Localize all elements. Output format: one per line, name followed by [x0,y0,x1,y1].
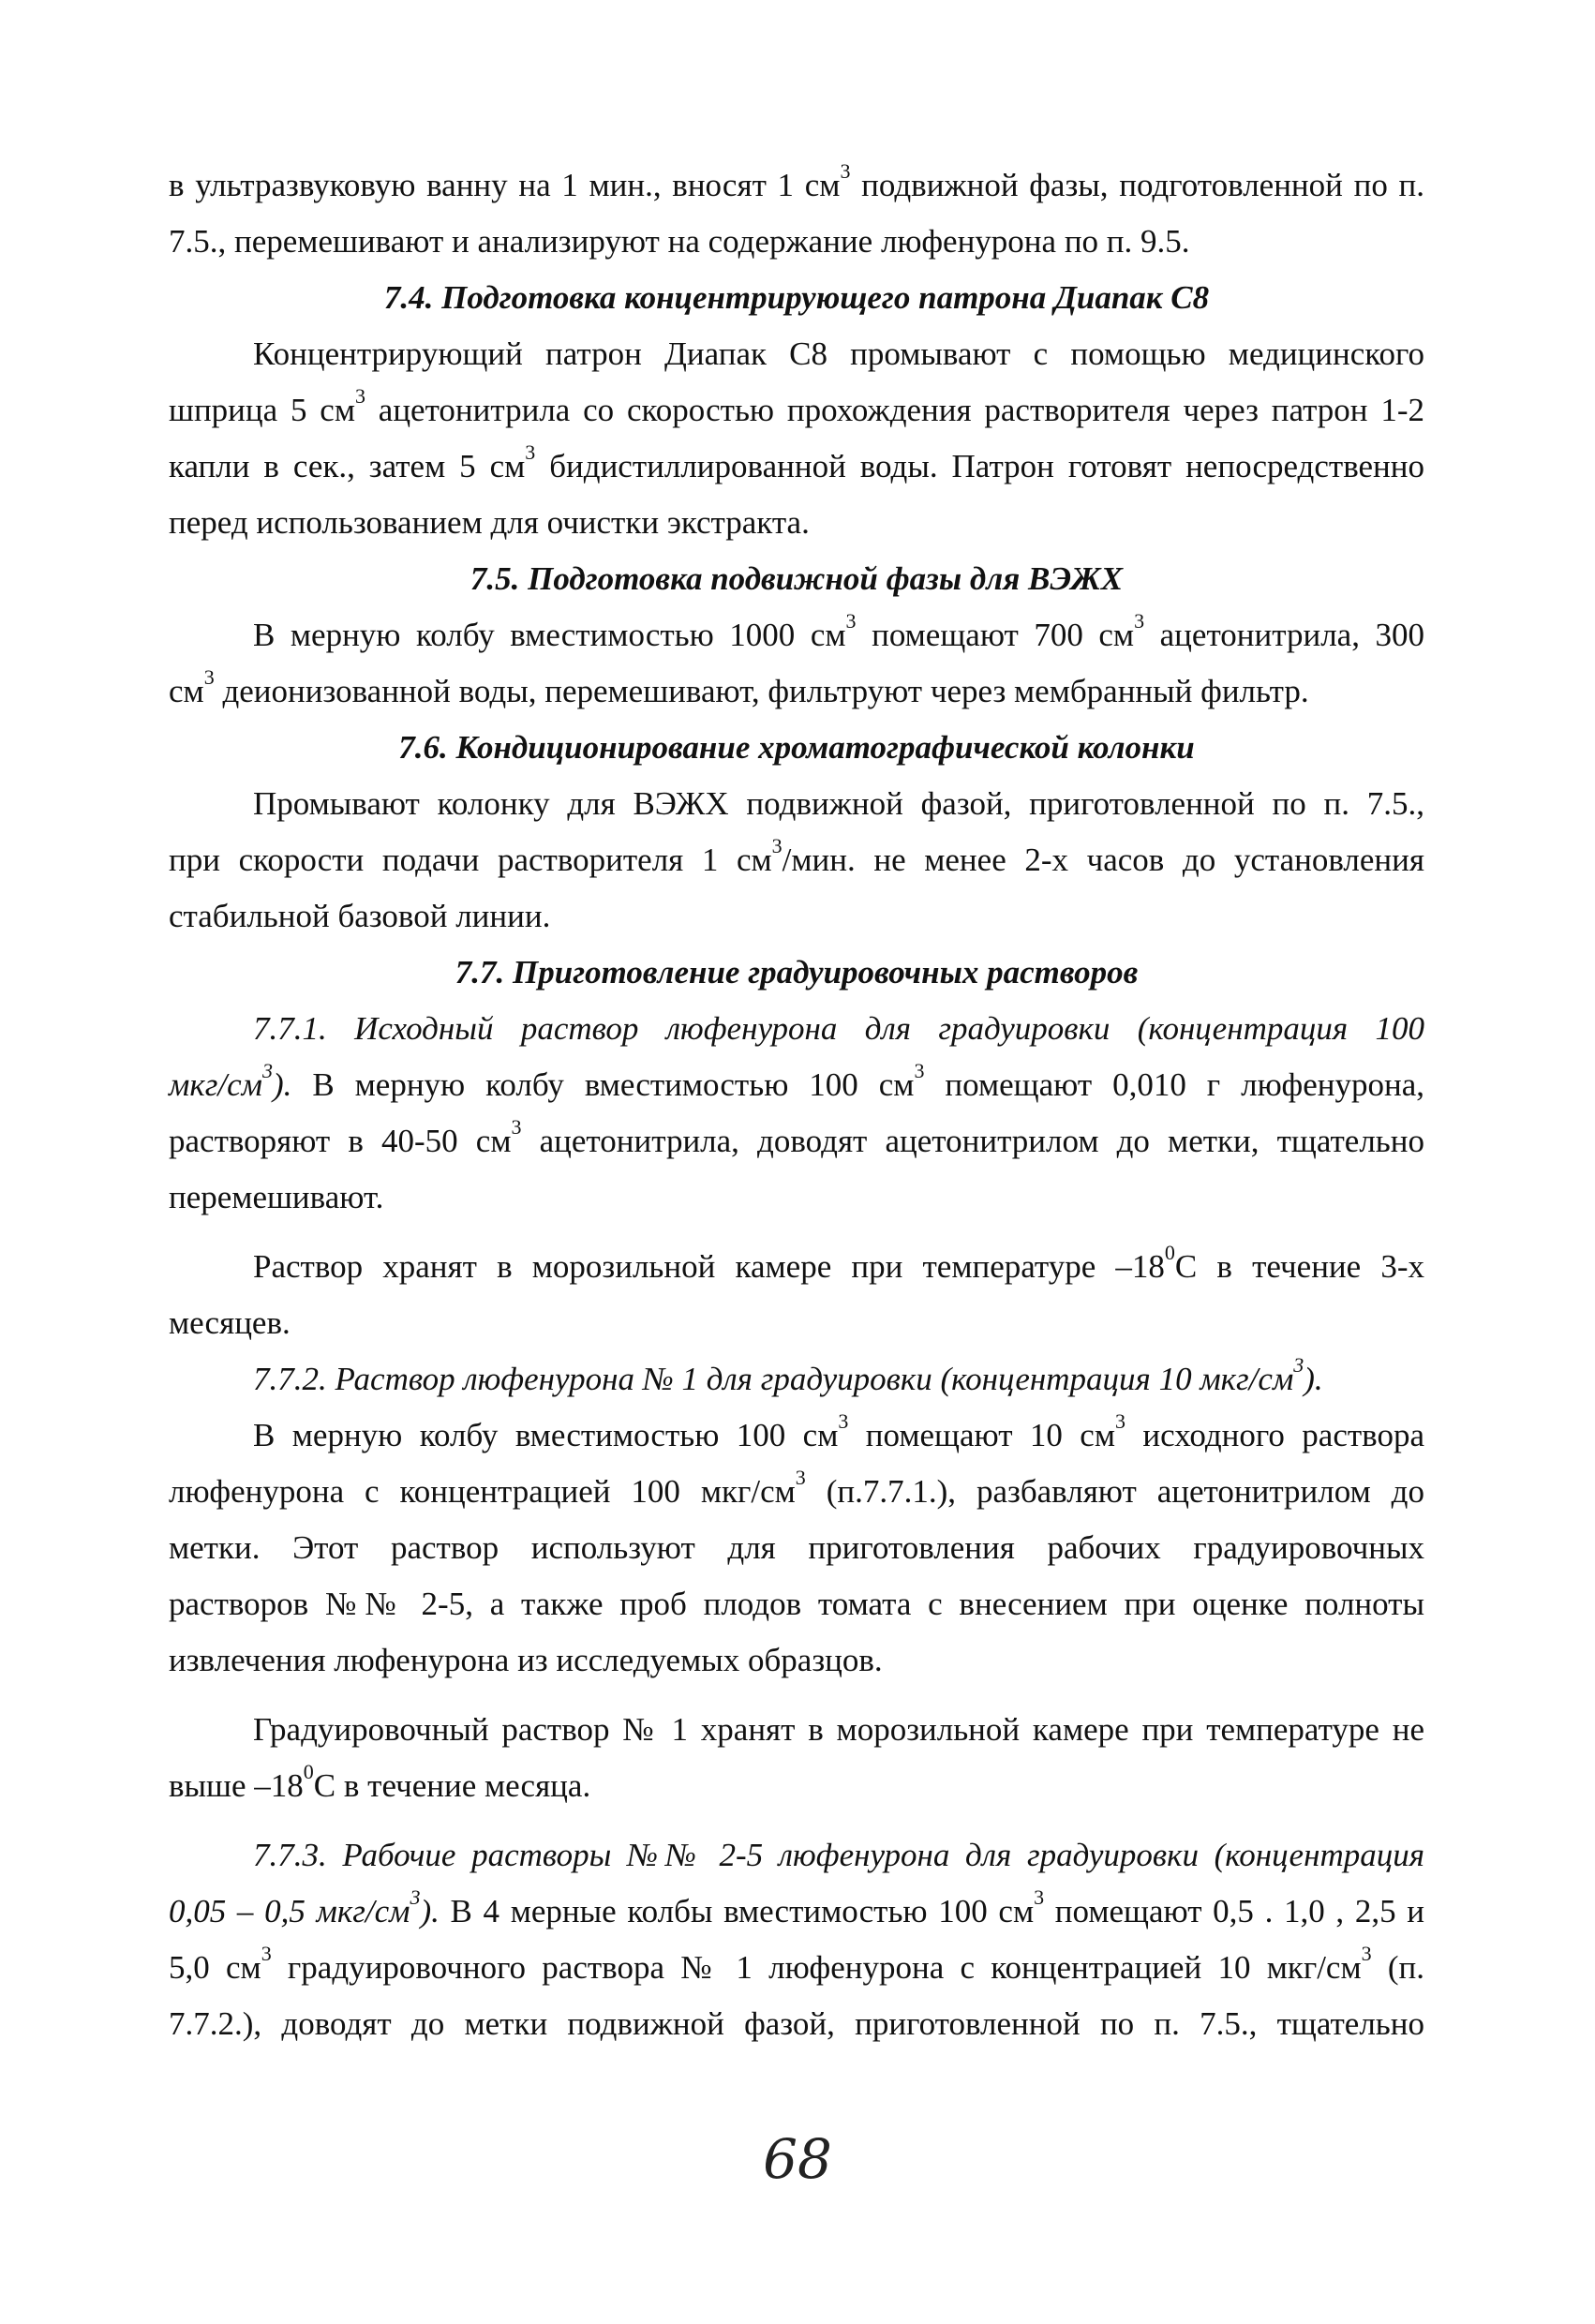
paragraph-line: извлечения люфенурона из исследуемых образцов. [169,1642,883,1678]
subsection-7-7-3-title: 7.7.3. Рабочие растворы №№ 2-5 люфенурона для градуировки (концентрация [253,1837,1424,1873]
section-heading-7-6: 7.6. Кондиционирование хроматографической колонки [398,729,1195,766]
paragraph-line: при скорости подачи растворителя 1 $см^3$/мин. не менее 2-х часов до установления [169,834,1424,878]
paragraph-line: В мерную колбу вместимостью 1000 $см^3$ помещают 700 $см^3$ ацетонитрила, 300 [253,609,1424,653]
paragraph-line: В мерную колбу вместимостью 100 $см^3$ помещают 10 $см^3$ исходного раствора [253,1409,1424,1453]
paragraph-line: мкг/$см^3$). В мерную колбу вместимостью 100 $см^3$ помещают 0,010 г люфенурона, [169,1059,1424,1103]
paragraph-line: растворяют в 40-50 $см^3$ ацетонитрила, доводят ацетонитрилом до метки, тщательно [169,1115,1424,1159]
paragraph-line: шприца 5 $см^3$ ацетонитрила со скоростью прохождения растворителя через патрон 1-2 [169,384,1424,428]
paragraph-line: выше $-18^0С$ в течение месяца. [169,1760,591,1804]
document-body [169,157,1424,2052]
paragraph-line: 0,05 – 0,5 мкг/$см^3$). В 4 мерные колбы вместимостью 100 $см^3$ помещают 0,5 . 1,0 , 2,5 и [169,1885,1424,1929]
paragraph-line: месяцев. [169,1304,291,1341]
paragraph-line: капли в сек., затем 5 $см^3$ бидистиллированной воды. Патрон готовят непосредственно [169,440,1425,484]
paragraph-line: перед использованием для очистки экстракта. [169,504,810,541]
paragraph-line: 7.7.2.), доводят до метки подвижной фазой, приготовленной по п. 7.5., тщательно [169,2005,1424,2042]
section-heading-7-7: 7.7. Приготовление градуировочных растворов [455,954,1139,991]
paragraph-line: метки. Этот раствор используют для приготовления рабочих градуировочных [169,1529,1424,1566]
paragraph-line: Градуировочный раствор № 1 хранят в морозильной камере при температуре не [253,1711,1424,1748]
paragraph-line: в ультразвуковую ванну на 1 мин., вносят 1 $см^3$ подвижной фазы, подготовленной по п. [169,159,1424,203]
paragraph-line: стабильной базовой линии. [169,898,551,934]
page-number: 68 [763,2127,832,2191]
subsection-7-7-1-title: 7.7.1. Исходный раствор люфенурона для градуировки (концентрация 100 [253,1010,1424,1047]
section-heading-7-4: 7.4. Подготовка концентрирующего патрона Диапак С8 [383,279,1210,316]
paragraph-line: Промывают колонку для ВЭЖХ подвижной фазой, приготовленной по п. 7.5., [253,785,1424,822]
paragraph-line: растворов №№ 2-5, а также проб плодов томата с внесением при оценке полноты [169,1586,1424,1622]
subsection-7-7-2-title: 7.7.2. Раствор люфенурона № 1 для градуировки (концентрация 10 мкг/$см^3$). [253,1353,1323,1397]
paragraph-line: перемешивают. [169,1179,384,1215]
paragraph-line: 5,0 $см^3$ градуировочного раствора № 1 люфенурона с концентрацией 10 мкг/$см^3$ (п. [169,1942,1424,1986]
paragraph-line: $см^3$ деионизованной воды, перемешивают, фильтруют через мембранный фильтр. [169,665,1309,709]
paragraph-line: Раствор хранят в морозильной камере при температуре $-18^0С$ в течение 3-х [253,1241,1425,1285]
section-heading-7-5: 7.5. Подготовка подвижной фазы для ВЭЖХ [470,560,1124,597]
paragraph-line: люфенурона с концентрацией 100 мкг/$см^3$ (п.7.7.1.), разбавляют ацетонитрилом до [169,1466,1424,1510]
paragraph-line: Концентрирующий патрон Диапак С8 промывают с помощью медицинского [253,335,1424,372]
paragraph-line: 7.5., перемешивают и анализируют на содержание люфенурона по п. 9.5. [169,223,1190,260]
